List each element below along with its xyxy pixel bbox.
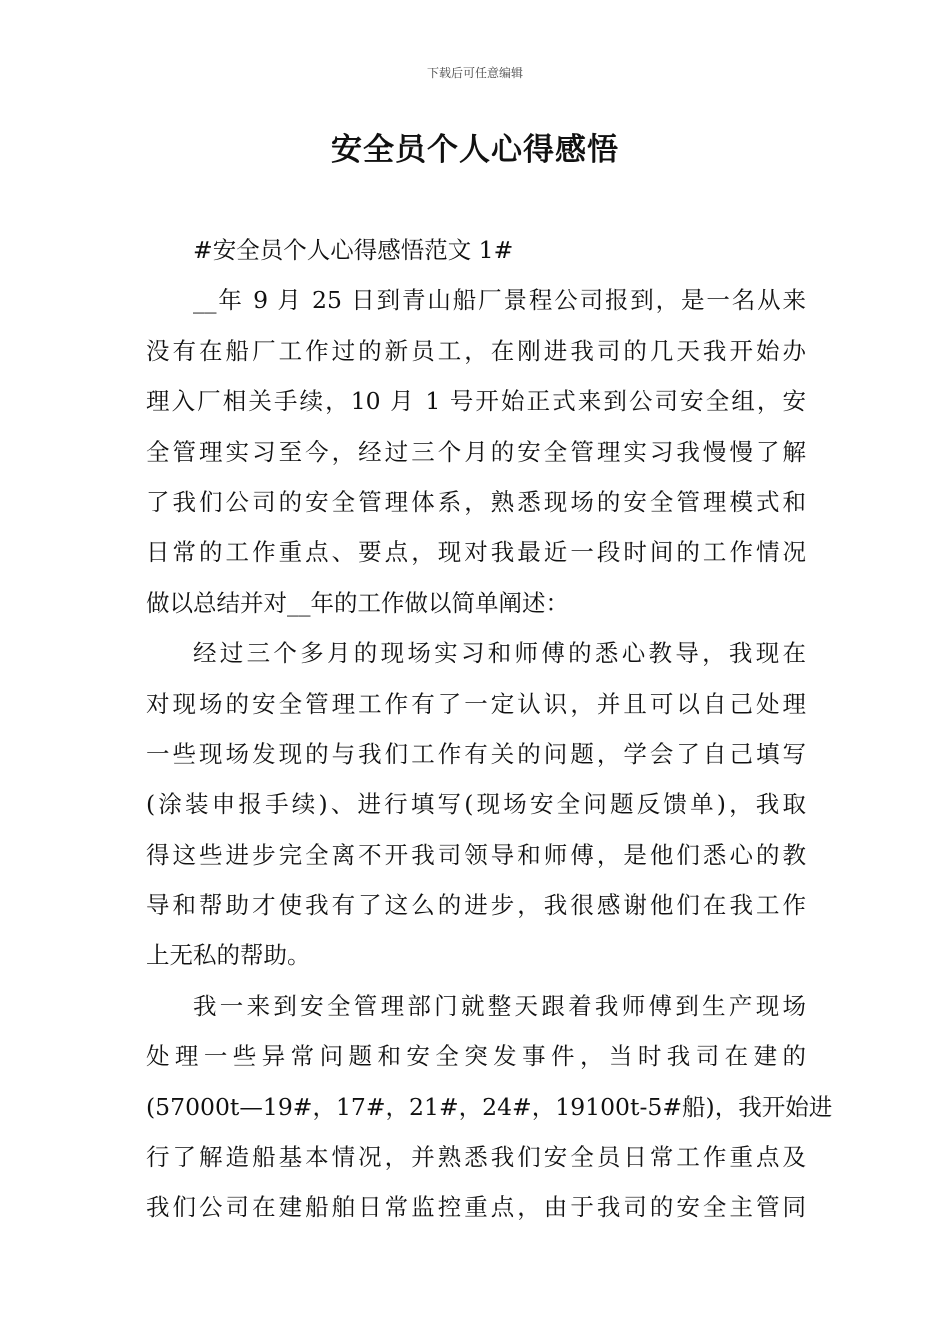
document-title: 安全员个人心得感悟 — [331, 132, 619, 168]
paragraph-line: 对现场的安全管理工作有了一定认识，并且可以自己处理 — [146, 689, 806, 718]
paragraph-line: 我一来到安全管理部门就整天跟着我师傅到生产现场 — [193, 991, 806, 1020]
document-body — [146, 225, 833, 1233]
paragraph-1 — [146, 275, 806, 628]
paragraph-line: 日常的工作重点、要点，现对我最近一段时间的工作情况 — [146, 538, 806, 567]
paragraph-line: 我们公司在建船舶日常监控重点，由于我司的安全主管同 — [146, 1193, 806, 1222]
paragraph-line: 了我们公司的安全管理体系，熟悉现场的安全管理模式和 — [146, 487, 806, 516]
paragraph-line: 处理一些异常问题和安全突发事件，当时我司在建的 — [146, 1042, 806, 1071]
paragraph-line: 全管理实习至今，经过三个月的安全管理实习我慢慢了解 — [146, 437, 806, 466]
paragraph-line: 理入厂相关手续，10 月 1 号开始正式来到公司安全组，安 — [146, 387, 806, 416]
paragraph-line: 导和帮助才使我有了这么的进步，我很感谢他们在我工作 — [146, 891, 806, 920]
paragraph-line: 得这些进步完全离不开我司领导和师傅，是他们悉心的教 — [146, 840, 806, 869]
paragraph-3 — [146, 981, 833, 1233]
section-heading: #安全员个人心得感悟范文 1# — [193, 236, 514, 264]
paragraph-line: 做以总结并对__年的工作做以简单阐述： — [146, 588, 569, 617]
paragraph-line: (涂装申报手续)、进行填写(现场安全问题反馈单)，我取 — [146, 790, 806, 819]
paragraph-line: 没有在船厂工作过的新员工，在刚进我司的几天我开始办 — [146, 336, 806, 365]
paragraph-line: 经过三个多月的现场实习和师傅的悉心教导，我现在 — [193, 639, 806, 668]
paragraph-line: 行了解造船基本情况，并熟悉我们安全员日常工作重点及 — [146, 1143, 806, 1172]
paragraph-line: 上无私的帮助。 — [146, 941, 311, 970]
paragraph-2 — [146, 628, 806, 981]
paragraph-line: (57000t—19#，17#，21#，24#，19100t-5#船)，我开始进 — [146, 1092, 833, 1121]
paragraph-line: 一些现场发现的与我们工作有关的问题，学会了自己填写 — [146, 739, 806, 768]
paragraph-line: __年 9 月 25 日到青山船厂景程公司报到，是一名从来 — [193, 286, 806, 315]
header-note: 下载后可任意编辑 — [426, 66, 523, 80]
